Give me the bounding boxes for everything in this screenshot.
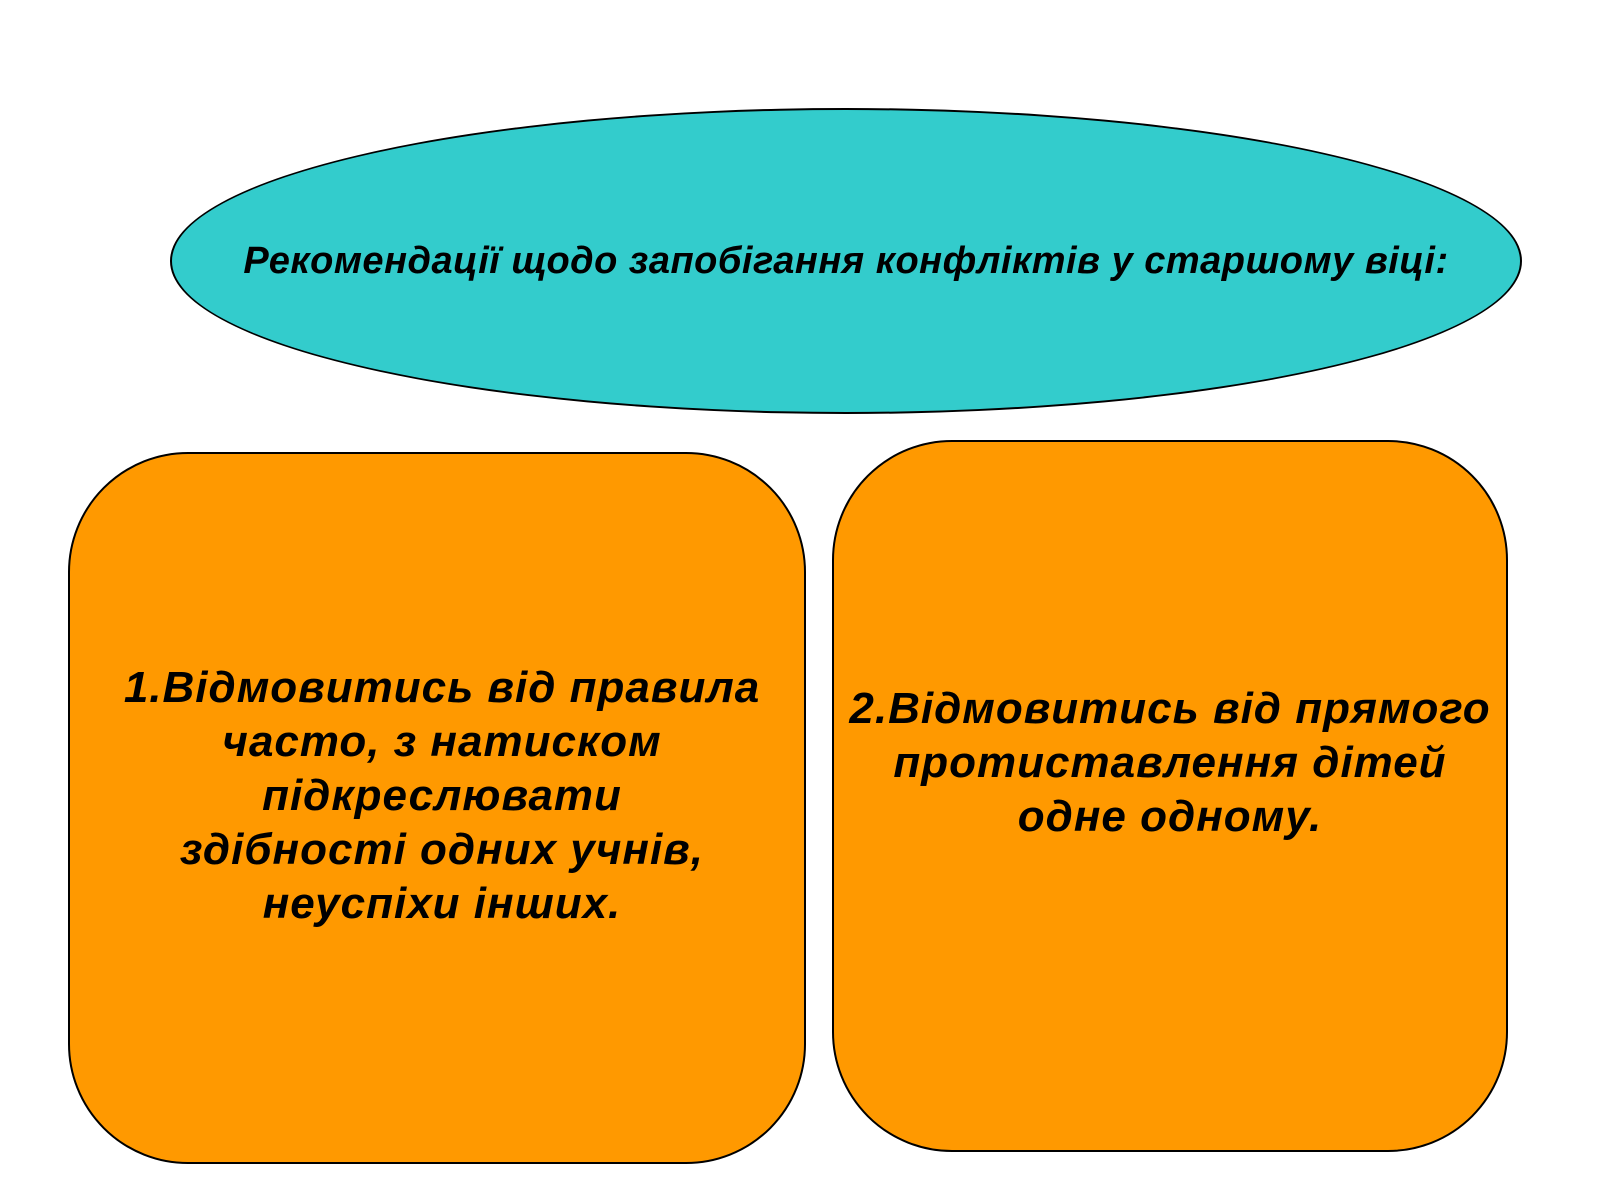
recommendation-text-1: 1.Відмовитись від правила часто, з натиском підкреслювати здібності одних учнів, неуспіхи інших. [123,663,761,928]
title-text: Рекомендації щодо запобігання конфліктів у старшому віці: [243,239,1449,282]
recommendation-box-1 [68,452,806,1164]
recommendation-box-2 [832,440,1508,1152]
recommendation-text-2: 2.Відмовитись від прямого протиставлення дітей одне одному. [849,684,1491,841]
title-ellipse [170,108,1522,414]
